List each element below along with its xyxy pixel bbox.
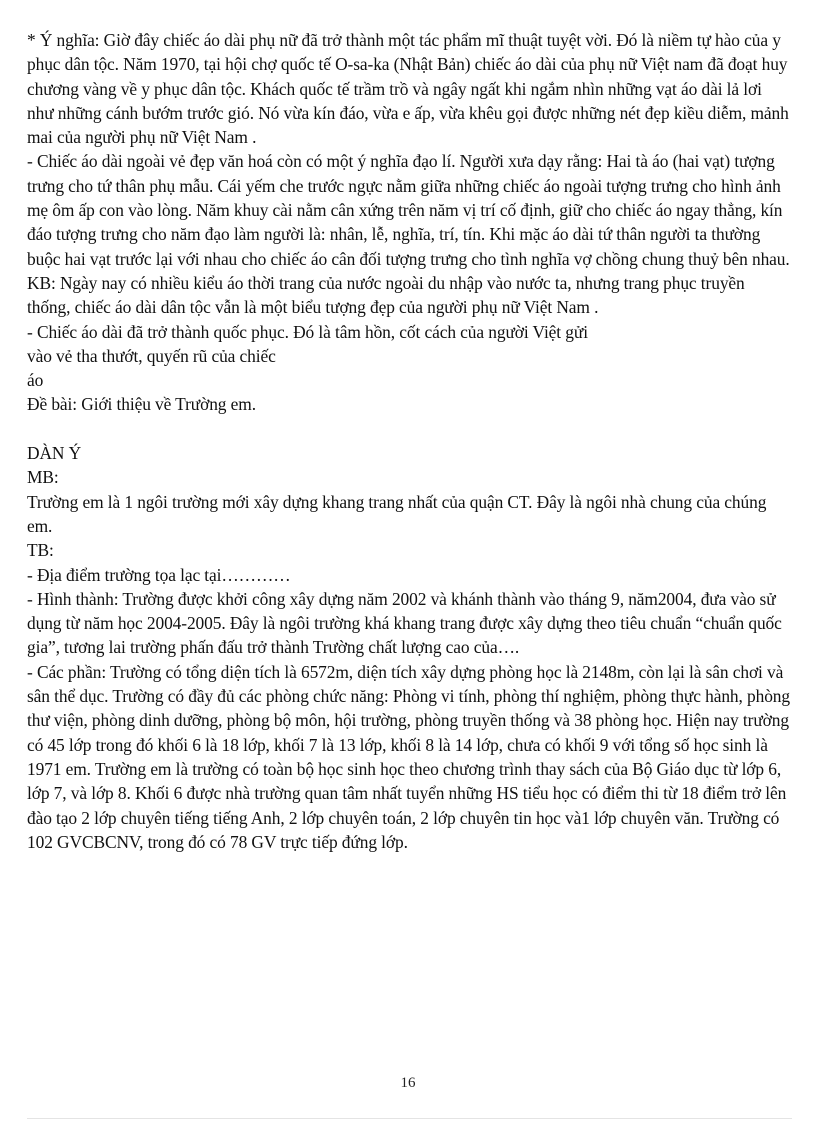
paragraph-conclusion: KB: Ngày nay có nhiều kiểu áo thời trang của nước ngoài du nhập vào nước ta, nhưng trang phục truyền thống, chiếc áo dài dân tộc vẫn là một biểu tượng đẹp của người phụ nữ Việt Nam . [27, 272, 745, 318]
page-number: 16 [400, 1075, 416, 1091]
document-body [27, 28, 792, 854]
assignment-title: Đề bài: Giới thiệu về Trường em. [27, 394, 256, 415]
blank-line [27, 417, 792, 441]
outline-heading: DÀN Ý [27, 443, 82, 464]
section-tb: TB: [27, 540, 54, 561]
paragraph-line-continued: vào vẻ tha thướt, quyến rũ của chiếc [27, 345, 276, 366]
paragraph-location: - Địa điểm trường tọa lạc tại………… [27, 564, 291, 585]
paragraph-intro-school: Trường em là 1 ngôi trường mới xây dựng khang trang nhất của quận CT. Đây là ngôi nhà chung của chúng em. [27, 491, 767, 536]
paragraph-national-dress: - Chiếc áo dài đã trở thành quốc phục. Đó là tâm hồn, cốt cách của người Việt gửi [27, 321, 588, 342]
paragraph-line-ao: áo [27, 370, 44, 391]
section-mb: MB: [27, 467, 59, 488]
paragraph-formation: - Hình thành: Trường được khởi công xây dựng năm 2002 và khánh thành vào tháng 9, năm2004, đưa vào sử dụng từ năm học 2004-2005. Đây là ngôi trường khá khang trang được xây dựng theo tiêu chuẩn “chuẩn quốc gia”, tương lai trường phấn đấu trở thành Trường chất lượng cao của…. [27, 588, 782, 658]
page-bottom-divider [27, 1118, 792, 1119]
paragraph-ethics: - Chiếc áo dài ngoài vẻ đẹp văn hoá còn có một ý nghĩa đạo lí. Người xưa dạy rằng: Hai tà áo (hai vạt) tượng trưng cho tứ thân phụ mẫu. Cái yếm che trước ngực nằm giữa những chiếc áo ngoài tượng trưng cho hình ảnh mẹ ôm ấp con vào lòng. Năm khuy cài nằm cân xứng trên năm vị trí cố định, giữ cho chiếc áo ngay thẳng, kín đáo tượng trưng cho năm đạo làm người là: nhân, lễ, nghĩa, trí, tín. Khi mặc áo dài tứ thân người ta thường buộc hai vạt trước lại với nhau cho chiếc áo cân đối tượng trưng cho tình nghĩa vợ chồng chung thuỷ bên nhau. [27, 151, 790, 269]
paragraph-meaning: * Ý nghĩa: Giờ đây chiếc áo dài phụ nữ đã trở thành một tác phẩm mĩ thuật tuyệt vời. Đó là niềm tự hào của y phục dân tộc. Năm 1970, tại hội chợ quốc tế O-sa-ka (Nhật Bản) chiếc áo dài của phụ nữ Việt nam đã đoạt huy chương vàng về y phục dân tộc. Khách quốc tế trầm trồ và ngây ngất khi ngắm nhìn những vạt áo dài lả lơi như những cánh bướm trước gió. Nó vừa kín đáo, vừa e ấp, vừa khêu gọi được những nét đẹp kiều diễm, mảnh mai của người phụ nữ Việt Nam . [27, 30, 789, 148]
paragraph-parts: - Các phần: Trường có tổng diện tích là 6572m, diện tích xây dựng phòng học là 2148m, còn lại là sân chơi và sân thể dục. Trường có đầy đủ các phòng chức năng: Phòng vi tính, phòng thí nghiệm, phòng thực hành, phòng thư viện, phòng dinh dưỡng, phòng bộ môn, hội trường, phòng truyền thống và 38 phòng học. Hiện nay trường có 45 lớp trong đó khối 6 là 18 lớp, khối 7 là 13 lớp, khối 8 là 14 lớp, chưa có khối 9 với tổng số học sinh là 1971 em. Trường em là trường có toàn bộ học sinh học theo chương trình thay sách của Bộ Giáo dục từ lớp 6, lớp 7, và lớp 8. Khối 6 được nhà trường quan tâm nhất tuyển những HS tiểu học có điểm thi từ 18 điểm trở lên đào tạo 2 lớp chuyên tiếng tiếng Anh, 2 lớp chuyên toán, 2 lớp chuyên tin học và1 lớp chuyên văn. Trường có 102 GVCBCNV, trong đó có 78 GV trực tiếp đứng lớp. [27, 661, 790, 852]
